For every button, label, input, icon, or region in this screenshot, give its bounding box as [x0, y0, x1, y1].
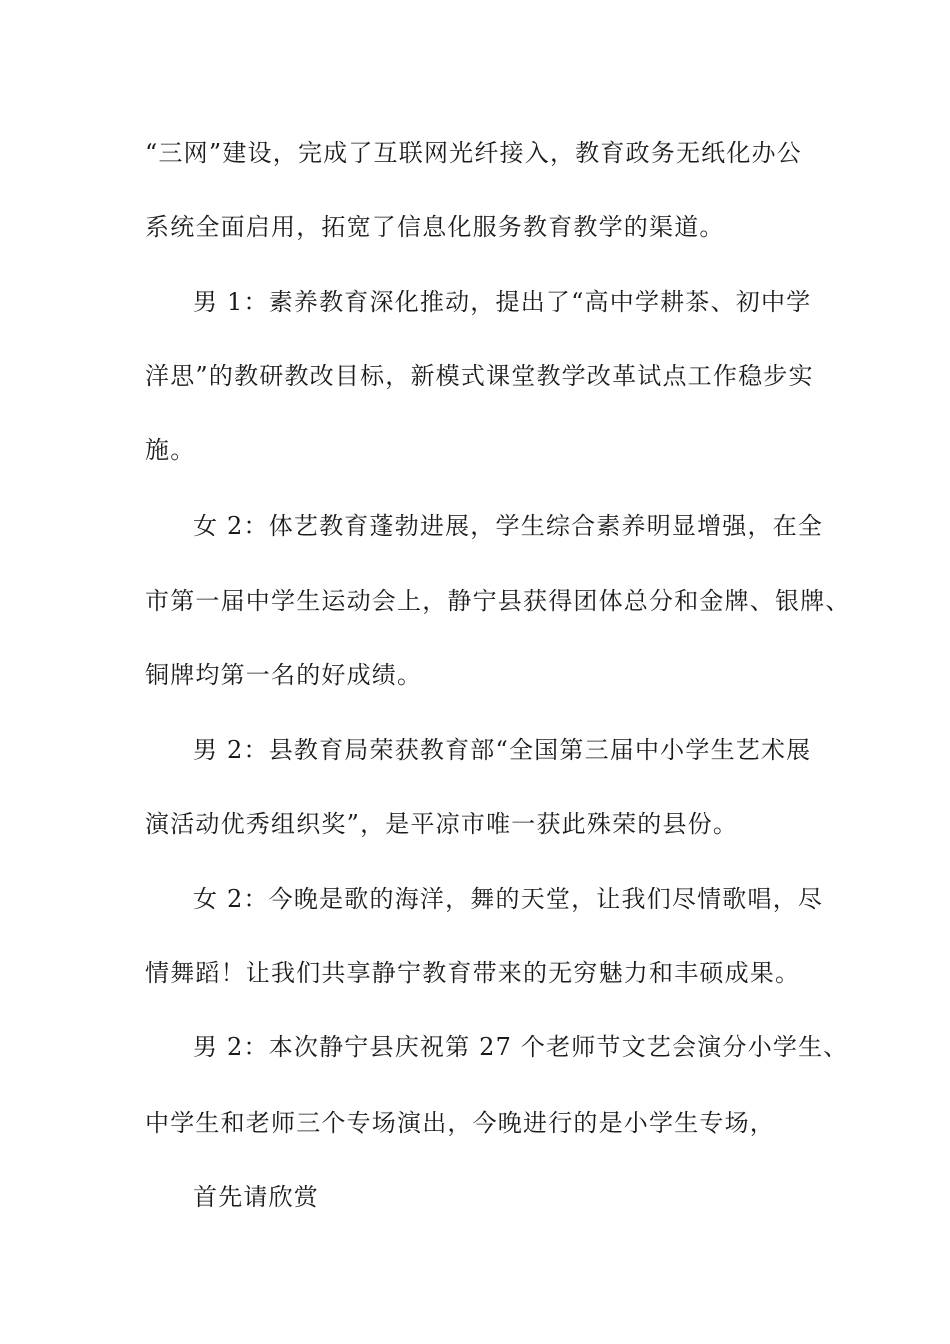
text-line: 市第一届中学生运动会上，静宁县获得团体总分和金牌、银牌、	[145, 587, 851, 615]
text-line: 情舞蹈！让我们共享静宁教育带来的无穷魅力和丰硕成果。	[145, 959, 801, 987]
paragraph-line-speaker: 男 1：素养教育深化推动，提出了“高中学耕茶、初中学	[193, 288, 812, 316]
text-line: 演活动优秀组织奖”，是平凉市唯一获此殊荣的县份。	[145, 810, 739, 838]
text-line: 洋思”的教研教改目标，新模式课堂教学改革试点工作稳步实	[145, 362, 814, 390]
paragraph-line-speaker: 男 2：本次静宁县庆祝第 27 个老师节文艺会演分小学生、	[193, 1033, 849, 1061]
text-line: “三网”建设，完成了互联网光纤接入，教育政务无纸化办公	[145, 139, 802, 167]
text-line: 施。	[145, 436, 196, 464]
text-line: 铜牌均第一名的好成绩。	[145, 661, 423, 689]
paragraph-line: 首先请欣赏	[193, 1183, 319, 1211]
paragraph-line-speaker: 男 2：县教育局荣获教育部“全国第三届中小学生艺术展	[193, 736, 812, 764]
paragraph-line-speaker: 女 2：体艺教育蓬勃进展，学生综合素养明显增强，在全	[193, 512, 824, 540]
text-line: 系统全面启用，拓宽了信息化服务教育教学的渠道。	[145, 213, 725, 241]
text-line: 中学生和老师三个专场演出，今晚进行的是小学生专场，	[145, 1109, 775, 1137]
paragraph-line-speaker: 女 2：今晚是歌的海洋，舞的天堂，让我们尽情歌唱，尽	[193, 885, 824, 913]
